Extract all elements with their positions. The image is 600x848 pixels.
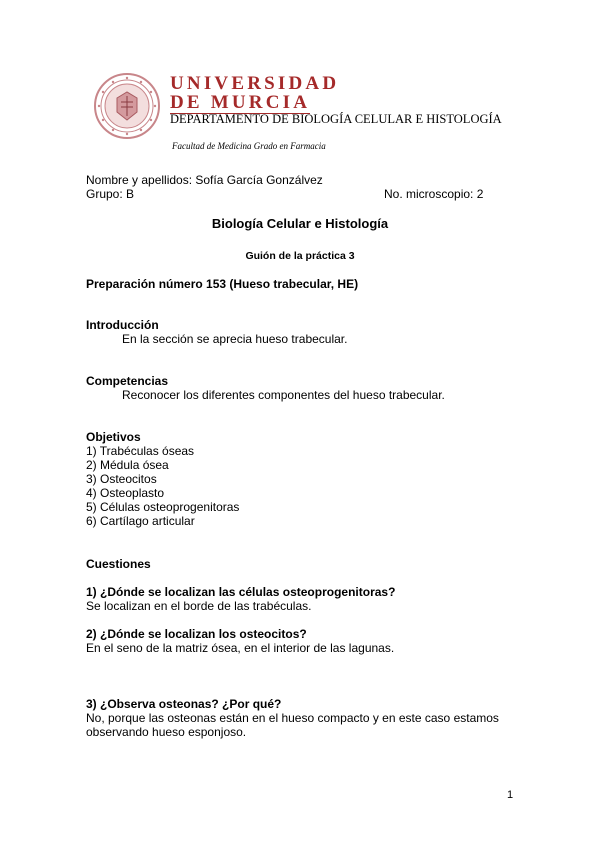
question-3: 3) ¿Observa osteonas? ¿Por qué?: [86, 697, 282, 711]
question-2: 2) ¿Dónde se localizan los osteocitos?: [86, 627, 307, 641]
document-title: Biología Celular e Histología: [211, 216, 389, 231]
list-item: 1) Trabéculas óseas: [86, 444, 195, 458]
university-seal-logo: [93, 72, 161, 140]
intro-text: En la sección se aprecia hueso trabecular.: [122, 332, 348, 346]
microscope-number: No. microscopio: 2: [384, 187, 484, 201]
document-subtitle: Guión de la práctica 3: [245, 250, 355, 262]
student-name: Nombre y apellidos: Sofía García Gonzálvez: [86, 173, 323, 187]
question-1: 1) ¿Dónde se localizan las células osteoprogenitoras?: [86, 585, 396, 599]
answer-3-line2: observando hueso esponjoso.: [86, 725, 247, 739]
list-item: 4) Osteoplasto: [86, 486, 165, 500]
answer-3-line1: No, porque las osteonas están en el hueso compacto y en este caso estamos: [86, 711, 499, 725]
department-name: DEPARTAMENTO DE BIOLOGÍA CELULAR E HISTOLOGÍA: [170, 112, 502, 126]
list-item: 3) Osteocitos: [86, 472, 157, 486]
list-item: 2) Médula ósea: [86, 458, 169, 472]
preparation-title: Preparación número 153 (Hueso trabecular, HE): [86, 277, 359, 291]
competencias-text: Reconocer los diferentes componentes del hueso trabecular.: [122, 388, 445, 402]
competencias-heading: Competencias: [86, 374, 169, 388]
objetivos-heading: Objetivos: [86, 430, 141, 444]
answer-2: En el seno de la matriz ósea, en el interior de las lagunas.: [86, 641, 395, 655]
university-name-line2: DE MURCIA: [170, 92, 311, 113]
faculty-name: Facultad de Medicina Grado en Farmacia: [172, 141, 326, 151]
student-group: Grupo: B: [86, 187, 135, 201]
answer-1: Se localizan en el borde de las trabéculas.: [86, 599, 312, 613]
list-item: 5) Células osteoprogenitoras: [86, 500, 240, 514]
page-number: 1: [507, 789, 514, 801]
intro-heading: Introducción: [86, 318, 159, 332]
cuestiones-heading: Cuestiones: [86, 557, 151, 571]
university-name-line1: UNIVERSIDAD: [170, 73, 340, 94]
list-item: 6) Cartílago articular: [86, 514, 195, 528]
